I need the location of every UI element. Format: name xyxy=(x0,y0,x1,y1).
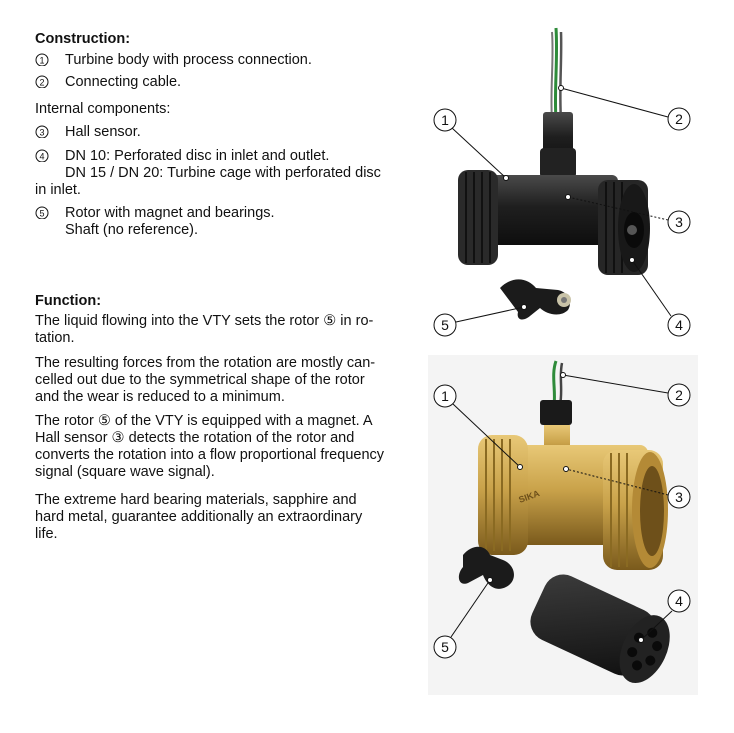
number-label: 5 xyxy=(39,208,45,219)
paragraph-line: signal (square wave signal). xyxy=(35,464,215,480)
item-text-line: Shaft (no reference). xyxy=(65,222,198,238)
function-paragraph xyxy=(35,313,425,347)
item-text: Connecting cable. xyxy=(65,74,182,90)
function-paragraph xyxy=(35,413,425,481)
construction-heading: Construction: xyxy=(35,31,131,47)
function-paragraph xyxy=(35,355,425,406)
callout-2 xyxy=(559,86,691,131)
item-text-line: DN 10: Perforated disc in inlet and outlet. xyxy=(65,148,330,164)
turbine-brass-figure xyxy=(428,355,698,695)
paragraph-line: Hall sensor ③ detects the rotation of the rotor and xyxy=(35,430,355,446)
number-label: 4 xyxy=(39,151,45,162)
callout-label: 1 xyxy=(441,112,449,128)
callout-2 xyxy=(561,373,691,407)
internal-item-5 xyxy=(35,205,425,239)
item-text: Turbine body with process connection. xyxy=(65,52,312,68)
number-label: 3 xyxy=(39,127,45,138)
number-circle-icon xyxy=(35,205,51,221)
number-circle-icon xyxy=(35,74,51,90)
callout-label: 5 xyxy=(441,317,449,333)
internal-item-3 xyxy=(35,124,425,141)
turbine-brass-illustration xyxy=(428,355,698,695)
item-text-line: Rotor with magnet and bearings. xyxy=(65,205,275,221)
number-circle-icon xyxy=(35,52,51,68)
turbine-black-illustration xyxy=(428,20,698,350)
paragraph-line: celled out due to the symmetrical shape of the rotor xyxy=(35,372,365,388)
number-circle-icon xyxy=(35,124,51,140)
item-text-line: in inlet. xyxy=(35,182,81,198)
number-label: 1 xyxy=(39,55,45,66)
construction-item-2 xyxy=(35,74,425,91)
number-label: 2 xyxy=(39,77,45,88)
item-text-line: DN 15 / DN 20: Turbine cage with perforated disc xyxy=(65,165,381,181)
paragraph-line: life. xyxy=(35,526,58,542)
callout-label: 5 xyxy=(441,639,449,655)
number-circle-icon xyxy=(35,148,51,164)
callout-label: 2 xyxy=(675,111,683,127)
paragraph-line: The liquid flowing into the VTY sets the rotor ⑤ in ro- xyxy=(35,313,374,329)
function-heading: Function: xyxy=(35,293,102,309)
paragraph-line: tation. xyxy=(35,330,75,346)
paragraph-line: hard metal, guarantee additionally an extraordinary xyxy=(35,509,363,525)
callout-label: 2 xyxy=(675,387,683,403)
brand-logo-text: SIKA xyxy=(517,488,541,505)
paragraph-line: The rotor ⑤ of the VTY is equipped with a magnet. A xyxy=(35,413,373,429)
callout-label: 4 xyxy=(675,593,683,609)
paragraph-line: The extreme hard bearing materials, sapphire and xyxy=(35,492,357,508)
paragraph-line: The resulting forces from the rotation are mostly can- xyxy=(35,355,376,371)
turbine-black-figure xyxy=(428,20,698,350)
paragraph-line: and the wear is reduced to a minimum. xyxy=(35,389,285,405)
internal-item-4 xyxy=(35,148,425,199)
callout-label: 1 xyxy=(441,388,449,404)
callout-label: 3 xyxy=(675,214,683,230)
callout-label: 4 xyxy=(675,317,683,333)
paragraph-line: converts the rotation into a flow proportional frequency xyxy=(35,447,385,463)
construction-item-1 xyxy=(35,52,425,69)
function-paragraph xyxy=(35,492,425,543)
internal-heading: Internal components: xyxy=(35,101,171,117)
item-text: Hall sensor. xyxy=(65,124,141,140)
callout-label: 3 xyxy=(675,489,683,505)
